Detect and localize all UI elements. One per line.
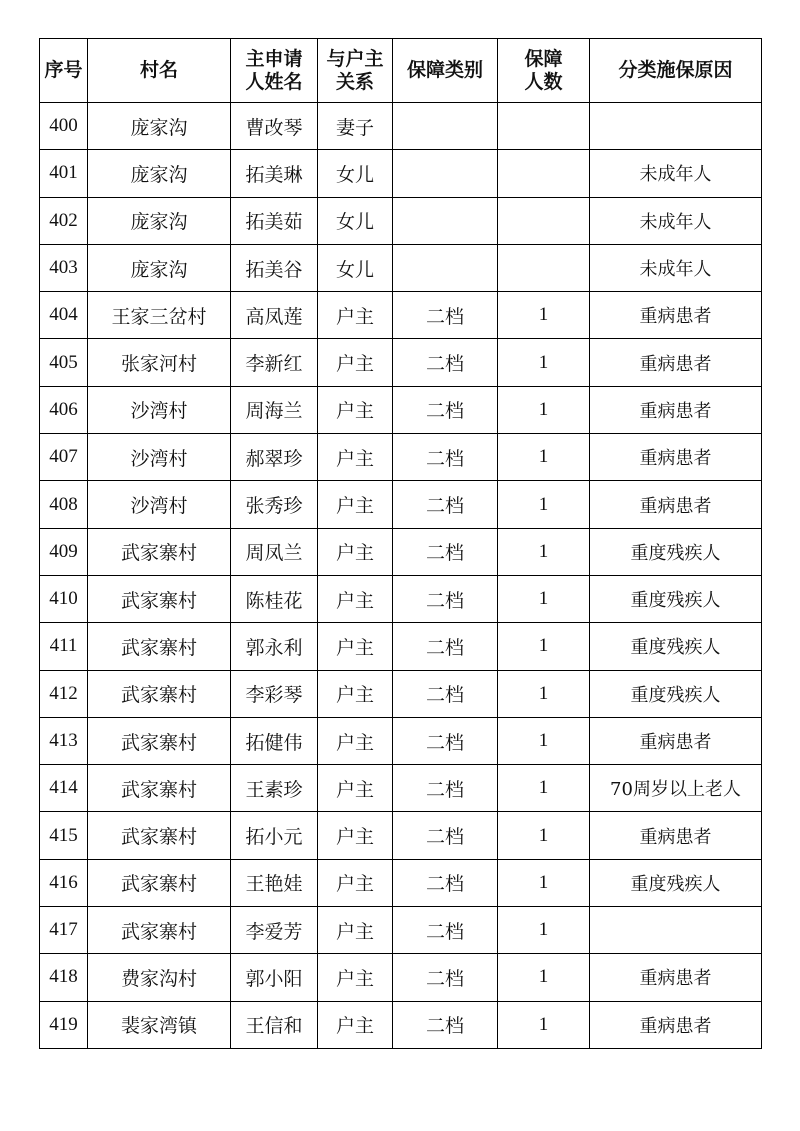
cell-relation: 户主 — [318, 575, 393, 622]
cell-applicant: 李新红 — [231, 339, 318, 386]
cell-seq: 400 — [40, 103, 88, 150]
cell-relation: 户主 — [318, 765, 393, 812]
cell-relation: 户主 — [318, 954, 393, 1001]
table-row — [40, 244, 762, 291]
cell-village: 武家寨村 — [88, 765, 231, 812]
cell-village: 武家寨村 — [88, 575, 231, 622]
cell-seq: 412 — [40, 670, 88, 717]
header-row — [40, 39, 762, 103]
cell-seq: 402 — [40, 197, 88, 244]
cell-applicant: 王素珍 — [231, 765, 318, 812]
cell-count: 1 — [498, 954, 590, 1001]
cell-reason: 重病患者 — [590, 434, 762, 481]
cell-village: 武家寨村 — [88, 717, 231, 764]
cell-applicant: 曹改琴 — [231, 103, 318, 150]
cell-village: 武家寨村 — [88, 670, 231, 717]
cell-category: 二档 — [393, 386, 498, 433]
cell-reason: 70周岁以上老人 — [590, 765, 762, 812]
table-row — [40, 717, 762, 764]
cell-seq: 417 — [40, 907, 88, 954]
cell-applicant: 周海兰 — [231, 386, 318, 433]
cell-seq: 409 — [40, 528, 88, 575]
cell-seq: 415 — [40, 812, 88, 859]
cell-reason: 重度残疾人 — [590, 670, 762, 717]
cell-applicant: 周凤兰 — [231, 528, 318, 575]
cell-applicant: 郭小阳 — [231, 954, 318, 1001]
header-village: 村名 — [88, 39, 231, 103]
cell-village: 张家河村 — [88, 339, 231, 386]
cell-reason: 重病患者 — [590, 339, 762, 386]
table-row — [40, 859, 762, 906]
cell-village: 费家沟村 — [88, 954, 231, 1001]
cell-count: 1 — [498, 339, 590, 386]
cell-count: 1 — [498, 1001, 590, 1048]
cell-reason: 未成年人 — [590, 150, 762, 197]
cell-seq: 403 — [40, 244, 88, 291]
cell-seq: 401 — [40, 150, 88, 197]
cell-count: 1 — [498, 907, 590, 954]
cell-relation: 户主 — [318, 717, 393, 764]
cell-reason: 重病患者 — [590, 386, 762, 433]
cell-village: 武家寨村 — [88, 623, 231, 670]
cell-relation: 女儿 — [318, 197, 393, 244]
cell-relation: 户主 — [318, 623, 393, 670]
cell-relation: 户主 — [318, 670, 393, 717]
cell-village: 庞家沟 — [88, 197, 231, 244]
cell-applicant: 李彩琴 — [231, 670, 318, 717]
cell-reason — [590, 907, 762, 954]
cell-category: 二档 — [393, 339, 498, 386]
cell-category: 二档 — [393, 623, 498, 670]
header-seq: 序号 — [40, 39, 88, 103]
cell-relation: 户主 — [318, 292, 393, 339]
cell-relation: 户主 — [318, 1001, 393, 1048]
header-count: 保障人数 — [498, 39, 590, 103]
cell-reason: 重度残疾人 — [590, 528, 762, 575]
cell-seq: 406 — [40, 386, 88, 433]
cell-applicant: 李爱芳 — [231, 907, 318, 954]
cell-relation: 户主 — [318, 907, 393, 954]
cell-village: 庞家沟 — [88, 244, 231, 291]
cell-seq: 410 — [40, 575, 88, 622]
cell-category: 二档 — [393, 717, 498, 764]
cell-category — [393, 244, 498, 291]
cell-relation: 户主 — [318, 528, 393, 575]
table-row — [40, 339, 762, 386]
cell-seq: 404 — [40, 292, 88, 339]
header-reason: 分类施保原因 — [590, 39, 762, 103]
cell-seq: 411 — [40, 623, 88, 670]
table-row — [40, 575, 762, 622]
cell-village: 王家三岔村 — [88, 292, 231, 339]
cell-reason: 重病患者 — [590, 292, 762, 339]
cell-applicant: 拓美琳 — [231, 150, 318, 197]
cell-category: 二档 — [393, 292, 498, 339]
cell-category: 二档 — [393, 954, 498, 1001]
assistance-table — [39, 38, 762, 1049]
cell-count: 1 — [498, 859, 590, 906]
table-row — [40, 103, 762, 150]
cell-village: 沙湾村 — [88, 386, 231, 433]
cell-category: 二档 — [393, 765, 498, 812]
table-row — [40, 386, 762, 433]
cell-village: 武家寨村 — [88, 907, 231, 954]
cell-count — [498, 103, 590, 150]
cell-relation: 女儿 — [318, 244, 393, 291]
cell-count: 1 — [498, 765, 590, 812]
cell-village: 武家寨村 — [88, 859, 231, 906]
table-row — [40, 197, 762, 244]
cell-category: 二档 — [393, 434, 498, 481]
cell-seq: 413 — [40, 717, 88, 764]
cell-applicant: 张秀珍 — [231, 481, 318, 528]
cell-count — [498, 197, 590, 244]
cell-reason: 重度残疾人 — [590, 575, 762, 622]
cell-count: 1 — [498, 386, 590, 433]
cell-category: 二档 — [393, 481, 498, 528]
cell-applicant: 郭永利 — [231, 623, 318, 670]
header-category: 保障类别 — [393, 39, 498, 103]
table-row — [40, 1001, 762, 1048]
cell-village: 裴家湾镇 — [88, 1001, 231, 1048]
cell-category: 二档 — [393, 575, 498, 622]
cell-village: 武家寨村 — [88, 812, 231, 859]
cell-applicant: 王艳娃 — [231, 859, 318, 906]
cell-reason: 未成年人 — [590, 197, 762, 244]
cell-village: 武家寨村 — [88, 528, 231, 575]
cell-count: 1 — [498, 575, 590, 622]
cell-relation: 户主 — [318, 386, 393, 433]
table-row — [40, 481, 762, 528]
cell-applicant: 拓小元 — [231, 812, 318, 859]
cell-count: 1 — [498, 292, 590, 339]
header-applicant: 主申请人姓名 — [231, 39, 318, 103]
table-row — [40, 907, 762, 954]
cell-seq: 405 — [40, 339, 88, 386]
cell-category: 二档 — [393, 859, 498, 906]
cell-category: 二档 — [393, 812, 498, 859]
cell-relation: 妻子 — [318, 103, 393, 150]
table-row — [40, 623, 762, 670]
cell-village: 沙湾村 — [88, 481, 231, 528]
table-row — [40, 150, 762, 197]
cell-seq: 419 — [40, 1001, 88, 1048]
cell-count: 1 — [498, 717, 590, 764]
cell-applicant: 陈桂花 — [231, 575, 318, 622]
table-row — [40, 812, 762, 859]
cell-reason: 重病患者 — [590, 812, 762, 859]
cell-relation: 户主 — [318, 812, 393, 859]
table-row — [40, 954, 762, 1001]
cell-category: 二档 — [393, 1001, 498, 1048]
cell-seq: 414 — [40, 765, 88, 812]
cell-applicant: 拓健伟 — [231, 717, 318, 764]
cell-count — [498, 150, 590, 197]
table-row — [40, 528, 762, 575]
cell-count: 1 — [498, 812, 590, 859]
cell-category — [393, 103, 498, 150]
cell-reason: 未成年人 — [590, 244, 762, 291]
cell-count — [498, 244, 590, 291]
cell-applicant: 拓美茹 — [231, 197, 318, 244]
cell-count: 1 — [498, 670, 590, 717]
cell-reason: 重病患者 — [590, 1001, 762, 1048]
header-relation: 与户主关系 — [318, 39, 393, 103]
cell-reason: 重度残疾人 — [590, 623, 762, 670]
table-row — [40, 670, 762, 717]
table-row — [40, 434, 762, 481]
cell-reason: 重病患者 — [590, 954, 762, 1001]
cell-reason — [590, 103, 762, 150]
cell-seq: 418 — [40, 954, 88, 1001]
cell-reason: 重病患者 — [590, 717, 762, 764]
cell-seq: 416 — [40, 859, 88, 906]
cell-relation: 户主 — [318, 339, 393, 386]
cell-count: 1 — [498, 623, 590, 670]
cell-village: 庞家沟 — [88, 150, 231, 197]
cell-seq: 407 — [40, 434, 88, 481]
cell-applicant: 王信和 — [231, 1001, 318, 1048]
cell-village: 庞家沟 — [88, 103, 231, 150]
cell-relation: 女儿 — [318, 150, 393, 197]
cell-seq: 408 — [40, 481, 88, 528]
cell-reason: 重病患者 — [590, 481, 762, 528]
cell-reason: 重度残疾人 — [590, 859, 762, 906]
table-row — [40, 765, 762, 812]
table-row — [40, 292, 762, 339]
cell-count: 1 — [498, 434, 590, 481]
cell-category: 二档 — [393, 907, 498, 954]
cell-count: 1 — [498, 481, 590, 528]
cell-relation: 户主 — [318, 481, 393, 528]
cell-applicant: 郝翠珍 — [231, 434, 318, 481]
cell-applicant: 拓美谷 — [231, 244, 318, 291]
cell-relation: 户主 — [318, 859, 393, 906]
cell-category: 二档 — [393, 670, 498, 717]
cell-relation: 户主 — [318, 434, 393, 481]
cell-count: 1 — [498, 528, 590, 575]
cell-category: 二档 — [393, 528, 498, 575]
cell-category — [393, 197, 498, 244]
cell-village: 沙湾村 — [88, 434, 231, 481]
cell-applicant: 高凤莲 — [231, 292, 318, 339]
cell-category — [393, 150, 498, 197]
